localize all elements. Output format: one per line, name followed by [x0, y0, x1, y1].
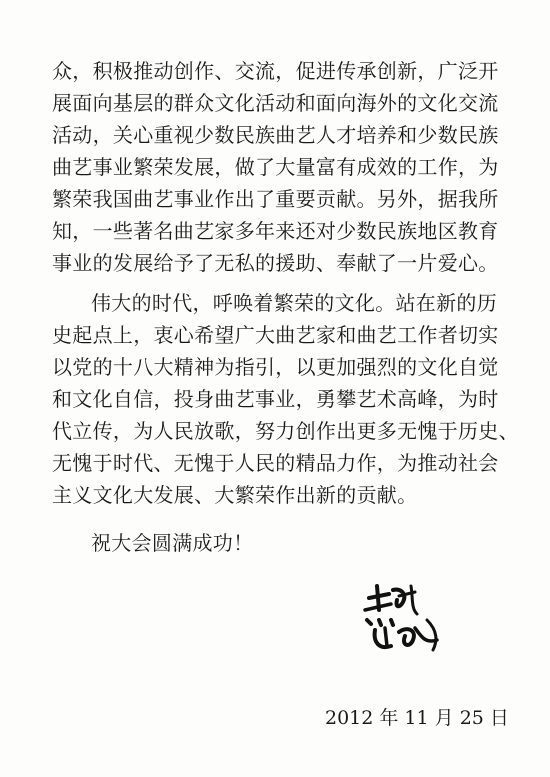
letter-line: 展面向基层的群众文化活动和面向海外的文化交流 [52, 91, 499, 115]
letter-line: 曲艺事业繁荣发展，做了大量富有成效的工作，为 [52, 155, 499, 179]
letter-line: 活动，关心重视少数民族曲艺人才培养和少数民族 [52, 123, 499, 147]
letter-line: 知，一些著名曲艺家多年来还对少数民族地区教育 [52, 219, 499, 243]
letter-line: 主义文化大发展、大繁荣作出新的贡献。 [52, 483, 418, 507]
letter-line: 和文化自信，投身曲艺事业，勇攀艺术高峰，为时 [52, 387, 499, 411]
letter-line: 事业的发展给予了无私的援助、奉献了一片爱心。 [52, 251, 499, 275]
letter-date: 2012 年 11 月 25 日 [325, 707, 509, 729]
paragraph-start-line: 伟大的时代，呼唤着繁荣的文化。站在新的历 [91, 291, 497, 315]
letter-line: 以党的十八大精神为指引，以更加强烈的文化自觉 [52, 355, 499, 379]
letter-line: 无愧于时代、无愧于人民的精品力作，为推动社会 [52, 451, 499, 475]
letter-line: 繁荣我国曲艺事业作出了重要贡献。另外，据我所 [52, 187, 499, 211]
handwritten-signature [355, 580, 445, 660]
closing-line: 祝大会圆满成功！ [91, 531, 254, 555]
letter-line: 史起点上，衷心希望广大曲艺家和曲艺工作者切实 [52, 323, 499, 347]
letter-line: 代立传，为人民放歌，努力创作出更多无愧于历史、 [52, 419, 519, 443]
letter-line: 众，积极推动创作、交流，促进传承创新，广泛开 [52, 59, 499, 83]
